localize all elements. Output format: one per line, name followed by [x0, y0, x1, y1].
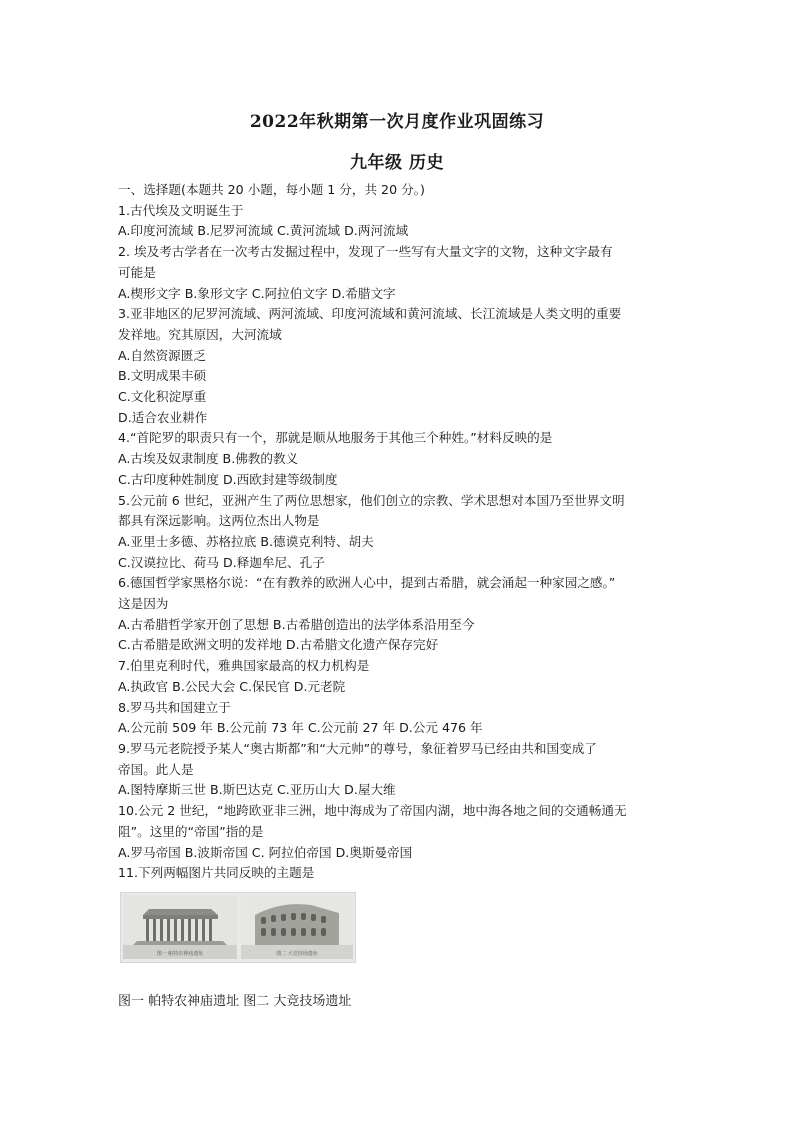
question-6-options: A.古希腊哲学家开创了思想 B.古希腊创造出的法学体系沿用至今: [118, 616, 475, 632]
question-6-stem: 这是因为: [118, 596, 169, 612]
question-3-options: D.适合农业耕作: [118, 409, 208, 425]
fig2-label: 图二 大竞技场遗址: [276, 951, 318, 957]
question-1-stem: 1.古代埃及文明诞生于: [118, 202, 244, 218]
question-2-stem: 可能是: [118, 264, 156, 280]
question-5-options: A.亚里士多德、苏格拉底 B.德谟克利特、胡夫: [118, 533, 374, 549]
figure-panel: [120, 892, 356, 963]
question-5-options: C.汉谟拉比、荷马 D.释迦牟尼、孔子: [118, 554, 325, 570]
question-7-stem: 7.伯里克利时代，雅典国家最高的权力机构是: [118, 658, 370, 674]
question-9-options: A.图特摩斯三世 B.斯巴达克 C.亚历山大 D.屋大维: [118, 782, 396, 798]
question-4-stem: 4.“首陀罗的职责只有一个，那就是顺从地服务于其他三个种姓。”材料反映的是: [118, 430, 553, 446]
question-6-stem: 6.德国哲学家黑格尔说：“在有教养的欧洲人心中，提到古希腊，就会涌起一种家园之感。”: [118, 575, 616, 591]
question-2-stem: 2. 埃及考古学者在一次考古发掘过程中，发现了一些写有大量文字的文物，这种文字最有: [118, 244, 613, 260]
question-9-stem: 9.罗马元老院授予某人“奥古斯都”和“大元帅”的尊号，象征着罗马已经由共和国变成了: [118, 740, 597, 756]
question-4-options: C.古印度种姓制度 D.西欧封建等级制度: [118, 471, 338, 487]
question-3-stem: 发祥地。究其原因，大河流域: [118, 326, 282, 342]
question-11-stem: 11.下列两幅图片共同反映的主题是: [118, 865, 315, 881]
questions-container: [118, 201, 684, 884]
question-5-stem: 5.公元前 6 世纪，亚洲产生了两位思想家，他们创立的宗教、学术思想对本国乃至世界文明: [118, 492, 625, 508]
question-6-options: C.古希腊是欧洲文明的发祥地 D.古希腊文化遗产保存完好: [118, 637, 439, 653]
question-5-stem: 都具有深远影响。这两位杰出人物是: [118, 513, 320, 529]
question-2-options: A.楔形文字 B.象形文字 C.阿拉伯文字 D.希腊文字: [118, 285, 396, 301]
question-10-stem: 阻”。这里的“帝国”指的是: [118, 823, 264, 839]
question-3-options: C.文化积淀厚重: [118, 389, 207, 405]
section-heading: 一、选择题(本题共 20 小题，每小题 1 分，共 20 分。): [118, 182, 425, 197]
question-7-options: A.执政官 B.公民大会 C.保民官 D.元老院: [118, 678, 346, 694]
question-10-stem: 10.公元 2 世纪，“地跨欧亚非三洲，地中海成为了帝国内湖，地中海各地之间的交通畅通无: [118, 803, 627, 819]
exam-title: 2022年秋期第一次月度作业巩固练习: [249, 112, 545, 132]
question-9-stem: 帝国。此人是: [118, 761, 194, 777]
question-10-options: A.罗马帝国 B.波斯帝国 C. 阿拉伯帝国 D.奥斯曼帝国: [118, 844, 413, 860]
question-3-stem: 3.亚非地区的尼罗河流域、两河流域、印度河流域和黄河流域、长江流域是人类文明的重要: [118, 306, 622, 322]
question-3-options: B.文明成果丰硕: [118, 368, 207, 384]
exam-subtitle: 九年级 历史: [350, 153, 444, 173]
question-list: [118, 180, 684, 884]
colosseum-image: [241, 895, 353, 959]
question-1-options: A.印度河流域 B.尼罗河流域 C.黄河流域 D.两河流域: [118, 223, 409, 239]
fig1-label: 图一 帕特农神庙遗址: [156, 951, 204, 957]
parthenon-image: [123, 895, 237, 959]
question-8-options: A.公元前 509 年 B.公元前 73 年 C.公元前 27 年 D.公元 476 年: [118, 720, 483, 736]
question-8-stem: 8.罗马共和国建立于: [118, 699, 231, 715]
question-4-options: A.古埃及奴隶制度 B.佛教的教义: [118, 451, 299, 467]
figure-caption: 图一 帕特农神庙遗址 图二 大竞技场遗址: [118, 994, 352, 1009]
question-3-options: A.自然资源匮乏: [118, 347, 206, 363]
